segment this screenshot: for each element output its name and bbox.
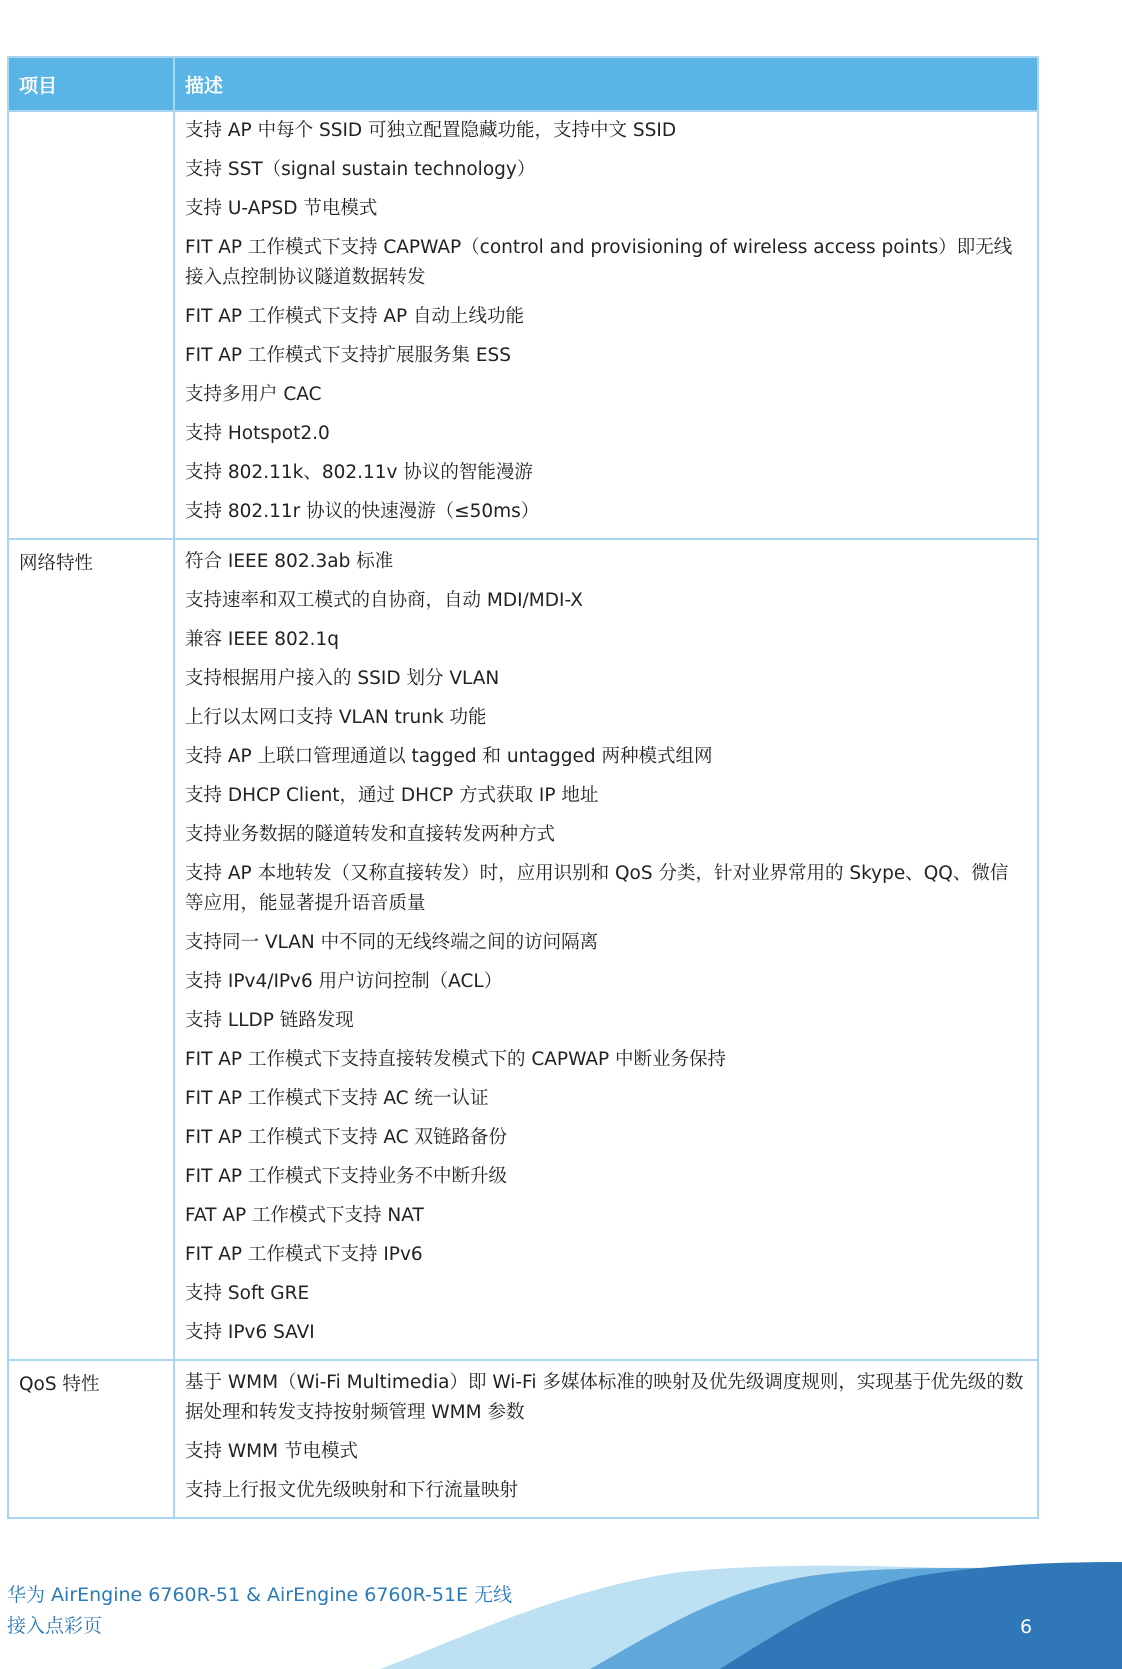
description-item: FIT AP 工作模式下支持业务不中断升级 bbox=[185, 1166, 507, 1187]
description-item: 支持 SST（signal sustain technology） bbox=[185, 159, 536, 180]
row-description-cell bbox=[174, 111, 1038, 539]
row-item-label: 网络特性 bbox=[8, 539, 174, 1360]
description-item: 支持 DHCP Client，通过 DHCP 方式获取 IP 地址 bbox=[185, 785, 599, 806]
description-item: 支持多用户 CAC bbox=[185, 384, 322, 405]
description-item: FIT AP 工作模式下支持扩展服务集 ESS bbox=[185, 345, 512, 366]
description-item: 支持 Hotspot2.0 bbox=[185, 423, 330, 444]
description-item: 支持 Soft GRE bbox=[185, 1283, 310, 1304]
description-item: 支持同一 VLAN 中不同的无线终端之间的访问隔离 bbox=[185, 932, 599, 953]
description-item: 支持 IPv6 SAVI bbox=[185, 1322, 315, 1343]
description-list bbox=[175, 540, 1037, 1359]
description-item: 支持 LLDP 链路发现 bbox=[185, 1010, 354, 1031]
description-item: FIT AP 工作模式下支持 AP 自动上线功能 bbox=[185, 306, 525, 327]
column-header-description: 描述 bbox=[174, 57, 1038, 111]
table-header-row bbox=[8, 57, 1038, 111]
description-item: 符合 IEEE 802.3ab 标准 bbox=[185, 551, 394, 572]
description-list bbox=[175, 112, 1037, 538]
description-item: 支持 AP 中每个 SSID 可独立配置隐藏功能，支持中文 SSID bbox=[185, 120, 677, 141]
description-item: 支持速率和双工模式的自协商，自动 MDI/MDI-X bbox=[185, 590, 583, 611]
row-description-cell bbox=[174, 539, 1038, 1360]
description-item: 支持 WMM 节电模式 bbox=[185, 1441, 358, 1462]
description-item: FIT AP 工作模式下支持直接转发模式下的 CAPWAP 中断业务保持 bbox=[185, 1049, 727, 1070]
description-item: FIT AP 工作模式下支持 AC 双链路备份 bbox=[185, 1127, 507, 1148]
description-item: 上行以太网口支持 VLAN trunk 功能 bbox=[185, 707, 487, 728]
column-header-item: 项目 bbox=[8, 57, 174, 111]
table-row-network-features bbox=[8, 539, 1038, 1360]
row-item-label: QoS 特性 bbox=[8, 1360, 174, 1518]
table-row-qos-features bbox=[8, 1360, 1038, 1518]
description-item: 支持 802.11k、802.11v 协议的智能漫游 bbox=[185, 462, 533, 483]
row-item-label bbox=[8, 111, 174, 539]
description-item: FIT AP 工作模式下支持 IPv6 bbox=[185, 1244, 423, 1265]
description-item: 支持 802.11r 协议的快速漫游（≤50ms） bbox=[185, 501, 540, 522]
description-item: 支持 AP 上联口管理通道以 tagged 和 untagged 两种模式组网 bbox=[185, 746, 713, 767]
description-item: FAT AP 工作模式下支持 NAT bbox=[185, 1205, 424, 1226]
description-item: 支持根据用户接入的 SSID 划分 VLAN bbox=[185, 668, 500, 689]
description-list bbox=[175, 1361, 1037, 1517]
description-item: 支持业务数据的隧道转发和直接转发两种方式 bbox=[185, 824, 556, 845]
spec-table bbox=[7, 56, 1039, 1519]
table-row-wireless-continued bbox=[8, 111, 1038, 539]
description-item: 兼容 IEEE 802.1q bbox=[185, 629, 339, 650]
footer-document-title: 华为 AirEngine 6760R-51 & AirEngine 6760R-51E 无线接入点彩页 bbox=[7, 1584, 513, 1637]
page-footer bbox=[0, 1560, 1122, 1669]
description-item: FIT AP 工作模式下支持 AC 统一认证 bbox=[185, 1088, 489, 1109]
row-description-cell bbox=[174, 1360, 1038, 1518]
description-item: 支持上行报文优先级映射和下行流量映射 bbox=[185, 1480, 519, 1501]
description-item: 支持 U-APSD 节电模式 bbox=[185, 198, 378, 219]
description-item: FIT AP 工作模式下支持 CAPWAP（control and provisioning of wireless access points）即无线接入点控制协议隧道数据转发 bbox=[185, 237, 1013, 288]
description-item: 支持 IPv4/IPv6 用户访问控制（ACL） bbox=[185, 971, 503, 992]
description-item: 基于 WMM（Wi-Fi Multimedia）即 Wi-Fi 多媒体标准的映射及优先级调度规则，实现基于优先级的数据处理和转发支持按射频管理 WMM 参数 bbox=[185, 1372, 1024, 1423]
description-item: 支持 AP 本地转发（又称直接转发）时，应用识别和 QoS 分类，针对业界常用的 Skype、QQ、微信等应用，能显著提升语音质量 bbox=[185, 863, 1009, 914]
page-number: 6 bbox=[1020, 1616, 1033, 1638]
